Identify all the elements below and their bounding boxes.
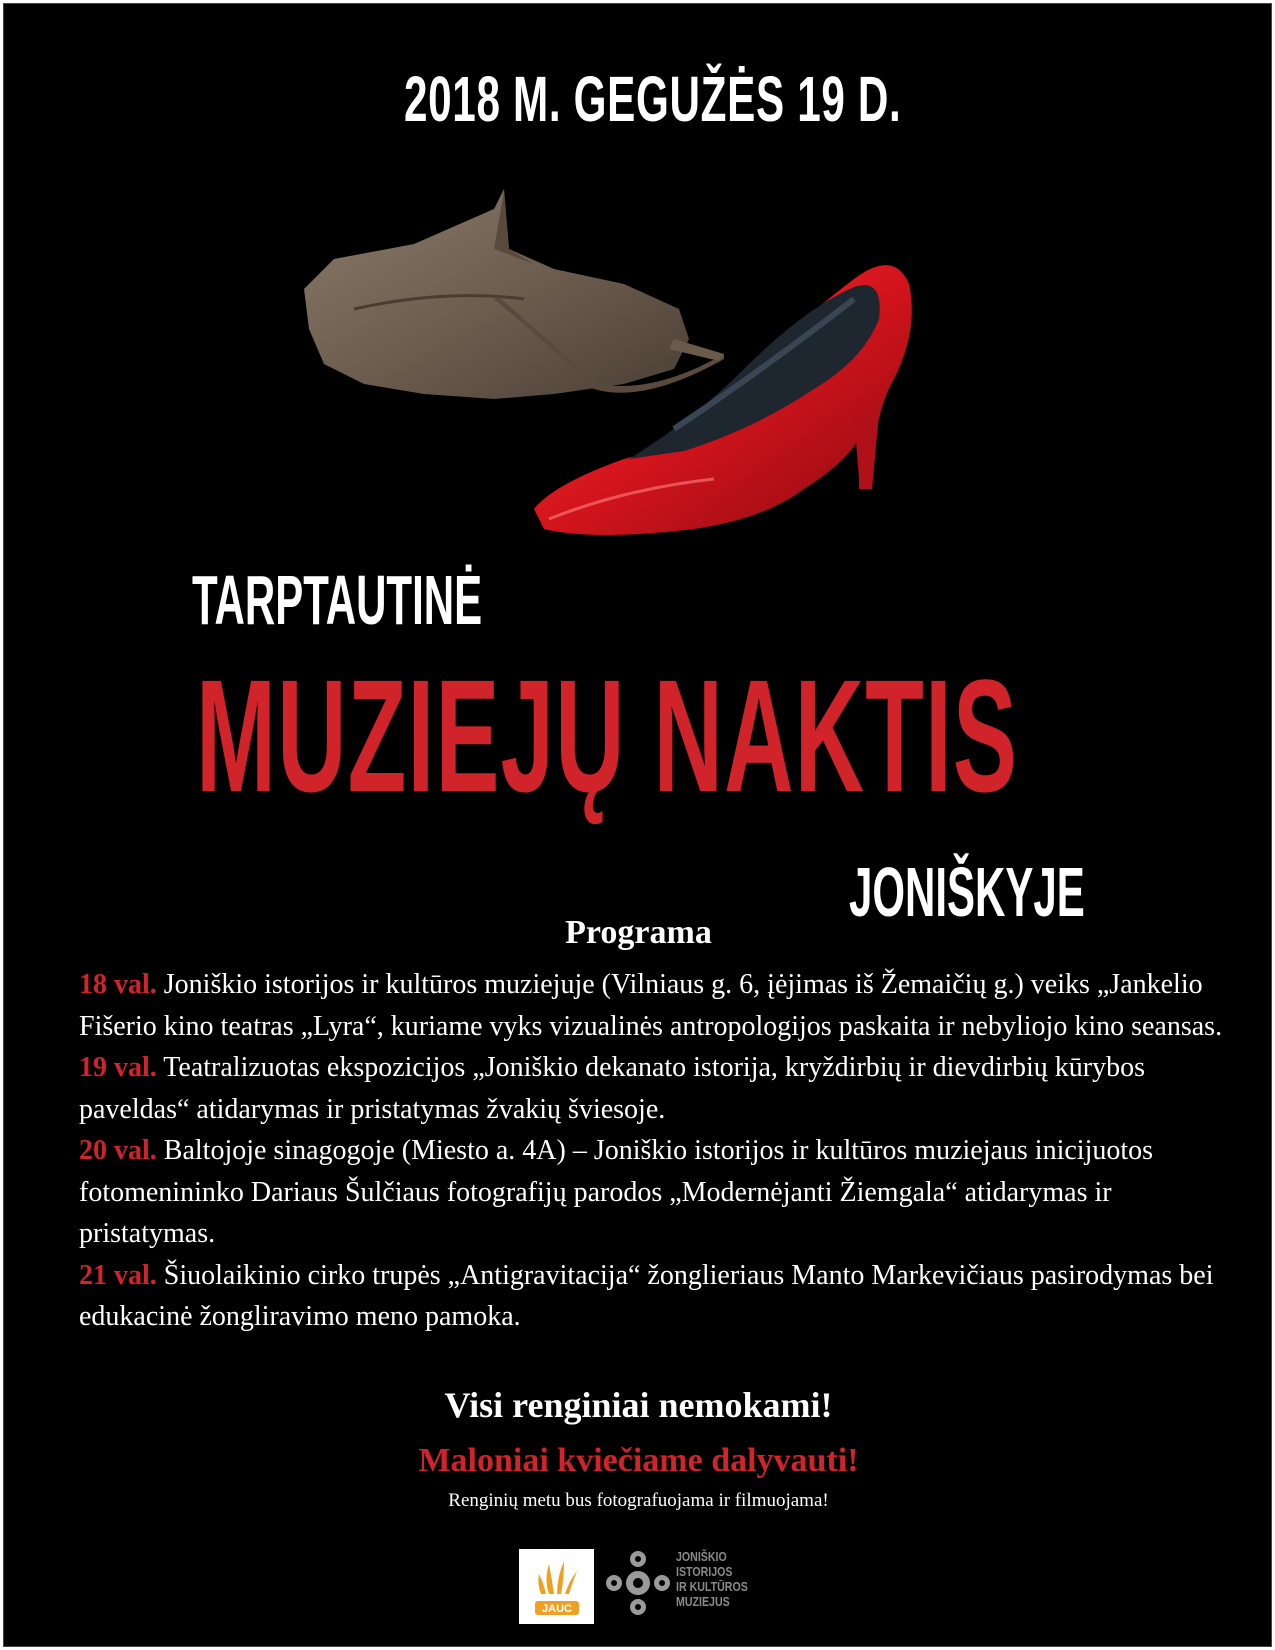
museum-logo-line: ISTORIJOS [676, 1565, 733, 1579]
program-text: Šiuolaikinio cirko trupės „Antigravitacija“ žonglieriaus Manto Markevičiaus pasirodymas bei edukacinė žongliravimo meno pamoka. [79, 1259, 1214, 1332]
program-time: 18 val. [79, 969, 157, 1000]
program-time: 20 val. [79, 1135, 157, 1166]
program-time: 19 val. [79, 1052, 157, 1083]
program-item [79, 1130, 1229, 1255]
filming-note: Renginių metu bus fotografuojama ir filmuojama! [448, 1490, 829, 1511]
program-time: 21 val. [79, 1259, 157, 1291]
museum-logo-text [676, 1550, 761, 1610]
shoes-illustration [294, 189, 954, 549]
program-item [79, 1255, 1229, 1338]
program-text: Baltojoje sinagogoje (Miesto a. 4A) – Joniškio istorijos ir kultūros muziejaus inicijuotos fotomenininko Dariaus Šulčiaus fotografijų parodos „Modernėjanti Žiemgala“ atidarymas ir pristatymas. [79, 1135, 1154, 1249]
museum-logo-line: IR KULTŪROS [676, 1580, 748, 1594]
subtitle-international: TARPTAUTINĖ [192, 561, 483, 639]
museum-logo-line: JONIŠKIO [676, 1550, 727, 1564]
free-events-notice: Visi renginiai nemokami! [444, 1385, 833, 1425]
jauc-logo-icon [519, 1549, 594, 1624]
museum-logo-line: MUZIEJUS [676, 1595, 730, 1609]
program-list [79, 964, 1229, 1338]
museum-logo-icon [604, 1549, 672, 1617]
program-item [79, 964, 1229, 1047]
subtitle-location: JONIŠKYJE [849, 853, 1085, 931]
main-title: MUZIEJŲ NAKTIS [196, 646, 1019, 825]
program-text: Joniškio istorijos ir kultūros muziejuje (Vilniaus g. 6, įėjimas iš Žemaičių g.) veiks „Jankelio Fišerio kino teatras „Lyra“, kuriame vyks vizualinės antropologijos paskaita ir nebyliojo kino seansas. [79, 969, 1223, 1042]
invitation-text: Maloniai kviečiame dalyvauti! [418, 1442, 859, 1479]
program-item [79, 1047, 1229, 1130]
program-text: Teatralizuotas ekspozicijos „Joniškio dekanato istorija, kryždirbių ir dievdirbių kūrybos paveldas“ atidarymas ir pristatymas žvakių šviesoje. [79, 1052, 1145, 1125]
event-date: 2018 M. GEGUŽĖS 19 D. [404, 63, 902, 135]
poster [3, 3, 1272, 1647]
leather-shoe-image [304, 189, 724, 399]
program-heading: Programa [565, 914, 712, 951]
jauc-label: JAUC [542, 1603, 572, 1615]
